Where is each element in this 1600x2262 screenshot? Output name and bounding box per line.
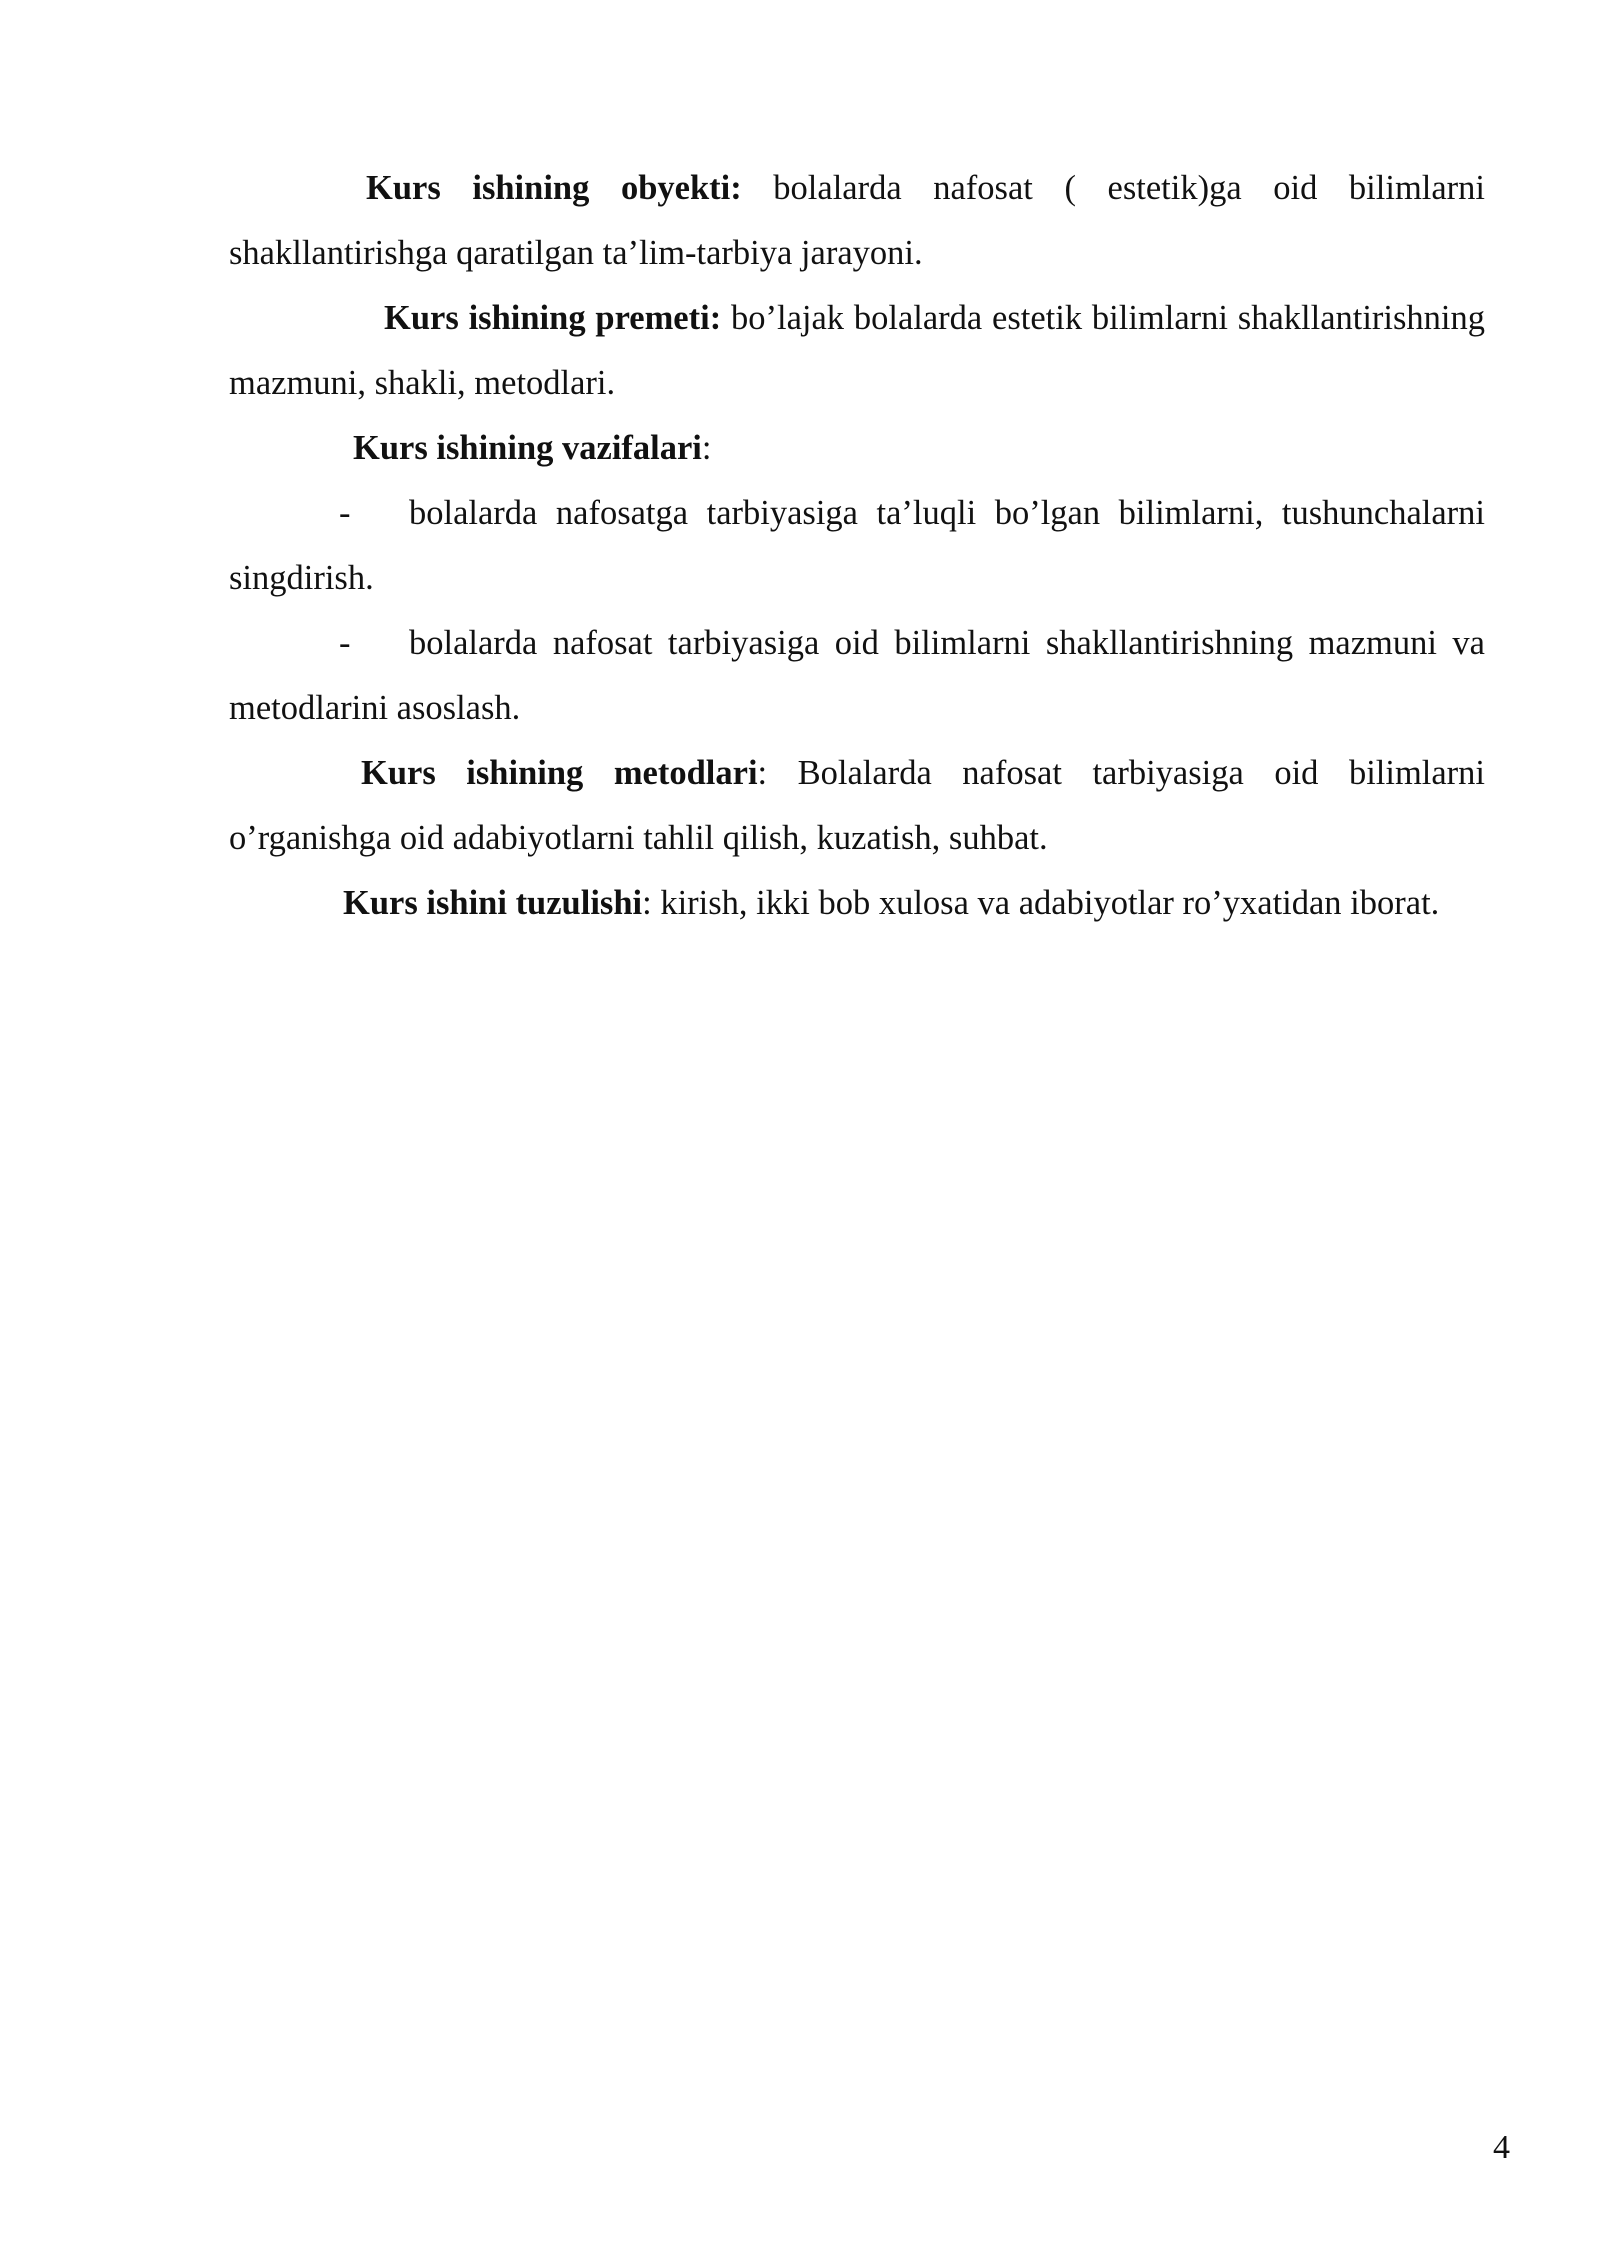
paragraph-text: : — [701, 429, 712, 467]
list-marker: - — [339, 494, 351, 532]
paragraph-heading: Kurs ishining metodlari — [361, 754, 758, 792]
paragraph-heading: Kurs ishining vazifalari — [353, 429, 702, 467]
paragraph-structure — [229, 871, 1485, 936]
paragraph-heading: Kurs ishini tuzulishi — [343, 884, 643, 922]
paragraph-methods — [229, 741, 1485, 871]
paragraph-text: bolalarda nafosat ( estetik)ga oid bilimlarni shakllantirishga qaratilgan ta’lim-tarbiya jarayoni. — [229, 169, 1485, 272]
paragraph-text: : Bolalarda nafosat tarbiyasiga oid bilimlarni o’rganishga oid adabiyotlarni tahlil qilish, kuzatish, suhbat. — [229, 754, 1486, 857]
task-list-item — [229, 481, 1485, 611]
paragraph-tasks-heading — [229, 416, 1485, 481]
paragraph-object — [229, 156, 1485, 286]
page-number: 4 — [1493, 2129, 1510, 2166]
list-marker: - — [339, 624, 351, 662]
paragraph-heading: Kurs ishining premeti: — [384, 299, 722, 337]
task-text: bolalarda nafosatga tarbiyasiga ta’luqli bo’lgan bilimlarni, tushunchalarni singdirish. — [229, 494, 1485, 597]
paragraph-subject — [229, 286, 1485, 416]
paragraph-heading: Kurs ishining obyekti: — [366, 169, 742, 207]
task-text: bolalarda nafosat tarbiyasiga oid bilimlarni shakllantirishning mazmuni va metodlarini asoslash. — [229, 624, 1485, 727]
paragraph-text: bo’lajak bolalarda estetik bilimlarni shakllantirishning mazmuni, shakli, metodlari. — [229, 299, 1486, 402]
task-list-item — [229, 611, 1485, 741]
document-body — [229, 156, 1485, 936]
paragraph-text: : kirish, ikki bob xulosa va adabiyotlar ro’yxatidan iborat. — [642, 884, 1440, 922]
